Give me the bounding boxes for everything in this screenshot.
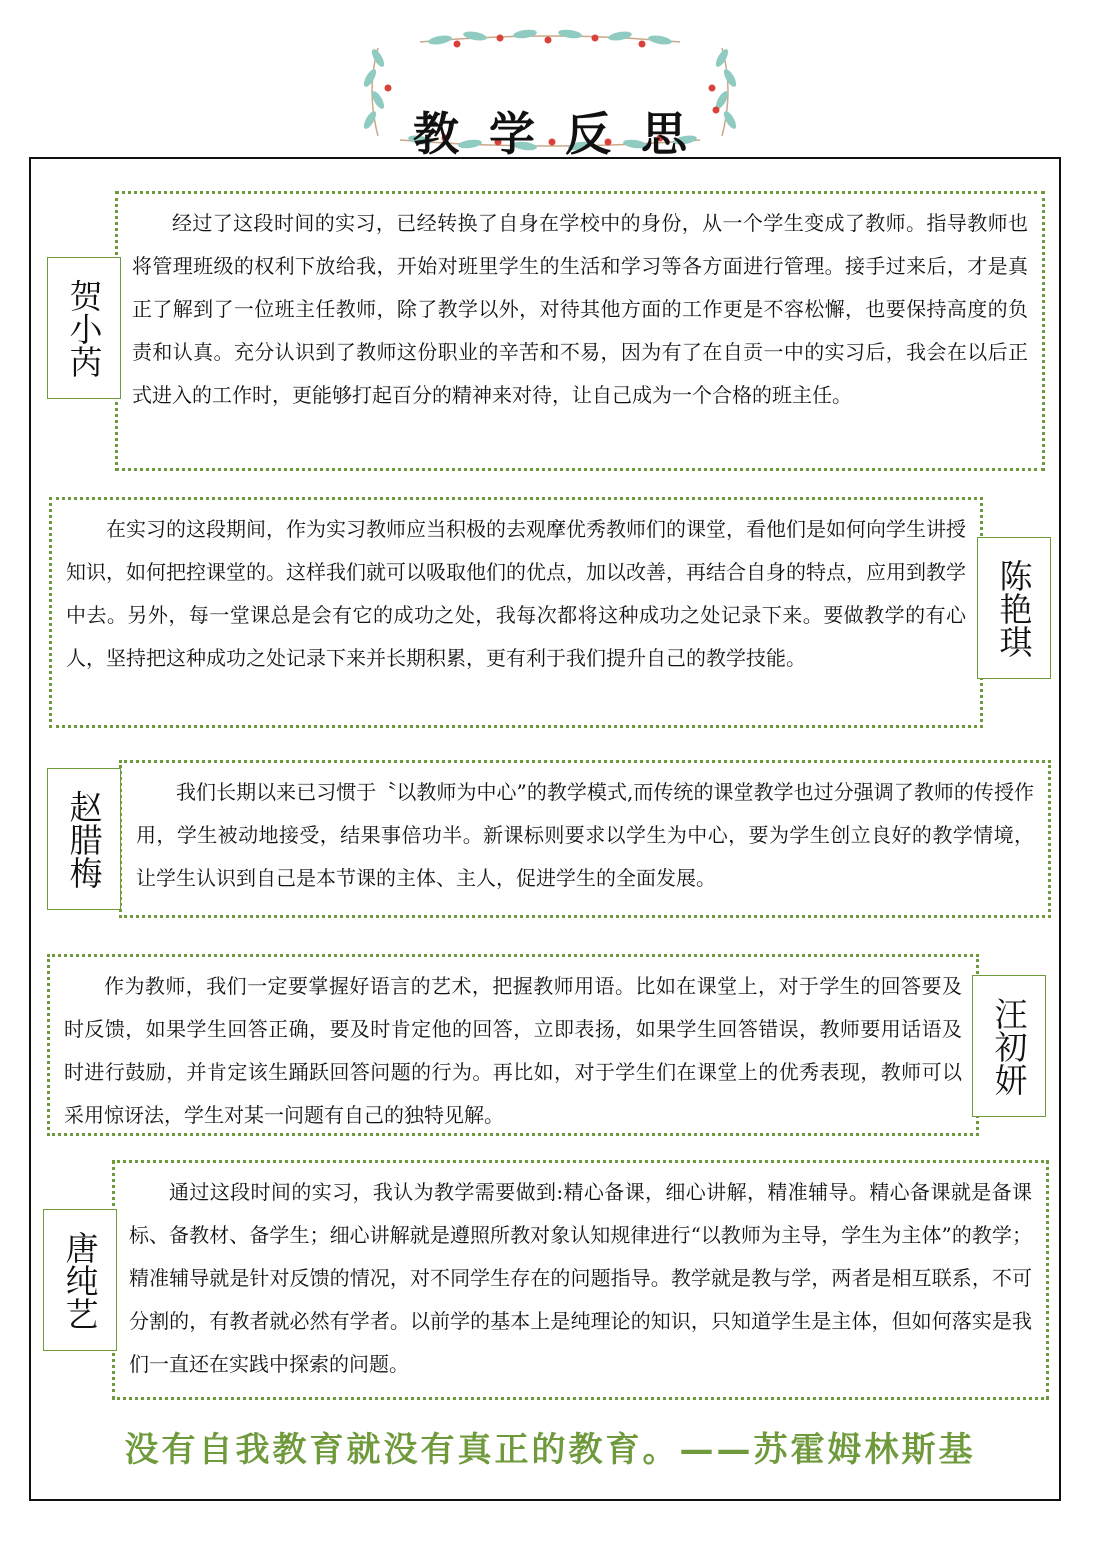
reflection-box-3 xyxy=(119,760,1051,918)
reflection-text: 作为教师，我们一定要掌握好语言的艺术，把握教师用语。比如在课堂上，对于学生的回答要及时反馈，如果学生回答正确，要及时肯定他的回答，立即表扬，如果学生回答错误，教师要用话语及时进行鼓励，并肯定该生踊跃回答问题的行为。再比如，对于学生们在课堂上的优秀表现，教师可以采用惊讶法，学生对某一问题有自己的独特见解。 xyxy=(64,974,962,1127)
title-banner xyxy=(360,28,740,161)
reflection-text: 通过这段时间的实习，我认为教学需要做到:精心备课，细心讲解，精准辅导。精心备课就是备课标、备教材、备学生；细心讲解就是遵照所教对象认知规律进行“以教师为主导，学生为主体”的教学；精准辅导就是针对反馈的情况，对不同学生存在的问题指导。教学就是教与学，两者是相互联系，不可分割的，有教者就必然有学者。以前学的基本上是纯理论的知识，只知道学生是主体，但如何落实是我们一直还在实践中探索的问题。 xyxy=(129,1180,1032,1376)
page-title: 教学反思 xyxy=(413,107,717,161)
author-tag-5: 唐纯艺 xyxy=(43,1209,117,1351)
author-tag-1: 贺小芮 xyxy=(47,257,121,399)
reflection-box-5 xyxy=(112,1160,1049,1400)
closing-quote: 没有自我教育就没有真正的教育。——苏霍姆林斯基 xyxy=(124,1430,976,1470)
reflection-box-1 xyxy=(115,191,1045,471)
reflection-text: 在实习的这段期间，作为实习教师应当积极的去观摩优秀教师们的课堂，看他们是如何向学生讲授知识，如何把控课堂的。这样我们就可以吸取他们的优点，加以改善，再结合自身的特点，应用到教学中去。另外，每一堂课总是会有它的成功之处，我每次都将这种成功之处记录下来。要做教学的有心人，坚持把这种成功之处记录下来并长期积累，更有利于我们提升自己的教学技能。 xyxy=(66,517,966,670)
reflection-text: 我们长期以来已习惯于〝以教师为中心”的教学模式,而传统的课堂教学也过分强调了教师的传授作用，学生被动地接受，结果事倍功半。新课标则要求以学生为中心，要为学生创立良好的教学情境，让学生认识到自己是本节课的主体、主人，促进学生的全面发展。 xyxy=(136,780,1034,890)
author-tag-2: 陈艳琪 xyxy=(977,537,1051,679)
reflection-text: 经过了这段时间的实习，已经转换了自身在学校中的身份，从一个学生变成了教师。指导教师也将管理班级的权利下放给我，开始对班里学生的生活和学习等各方面进行管理。接手过来后，才是真正了解到了一位班主任教师，除了教学以外，对待其他方面的工作更是不容松懈，也要保持高度的负责和认真。充分认识到了教师这份职业的辛苦和不易，因为有了在自贡一中的实习后，我会在以后正式进入的工作时，更能够打起百分的精神来对待，让自己成为一个合格的班主任。 xyxy=(132,211,1028,407)
reflection-box-4 xyxy=(47,954,979,1136)
author-tag-3: 赵腊梅 xyxy=(47,768,121,910)
reflection-box-2 xyxy=(49,497,983,728)
author-tag-4: 汪初妍 xyxy=(972,975,1046,1117)
